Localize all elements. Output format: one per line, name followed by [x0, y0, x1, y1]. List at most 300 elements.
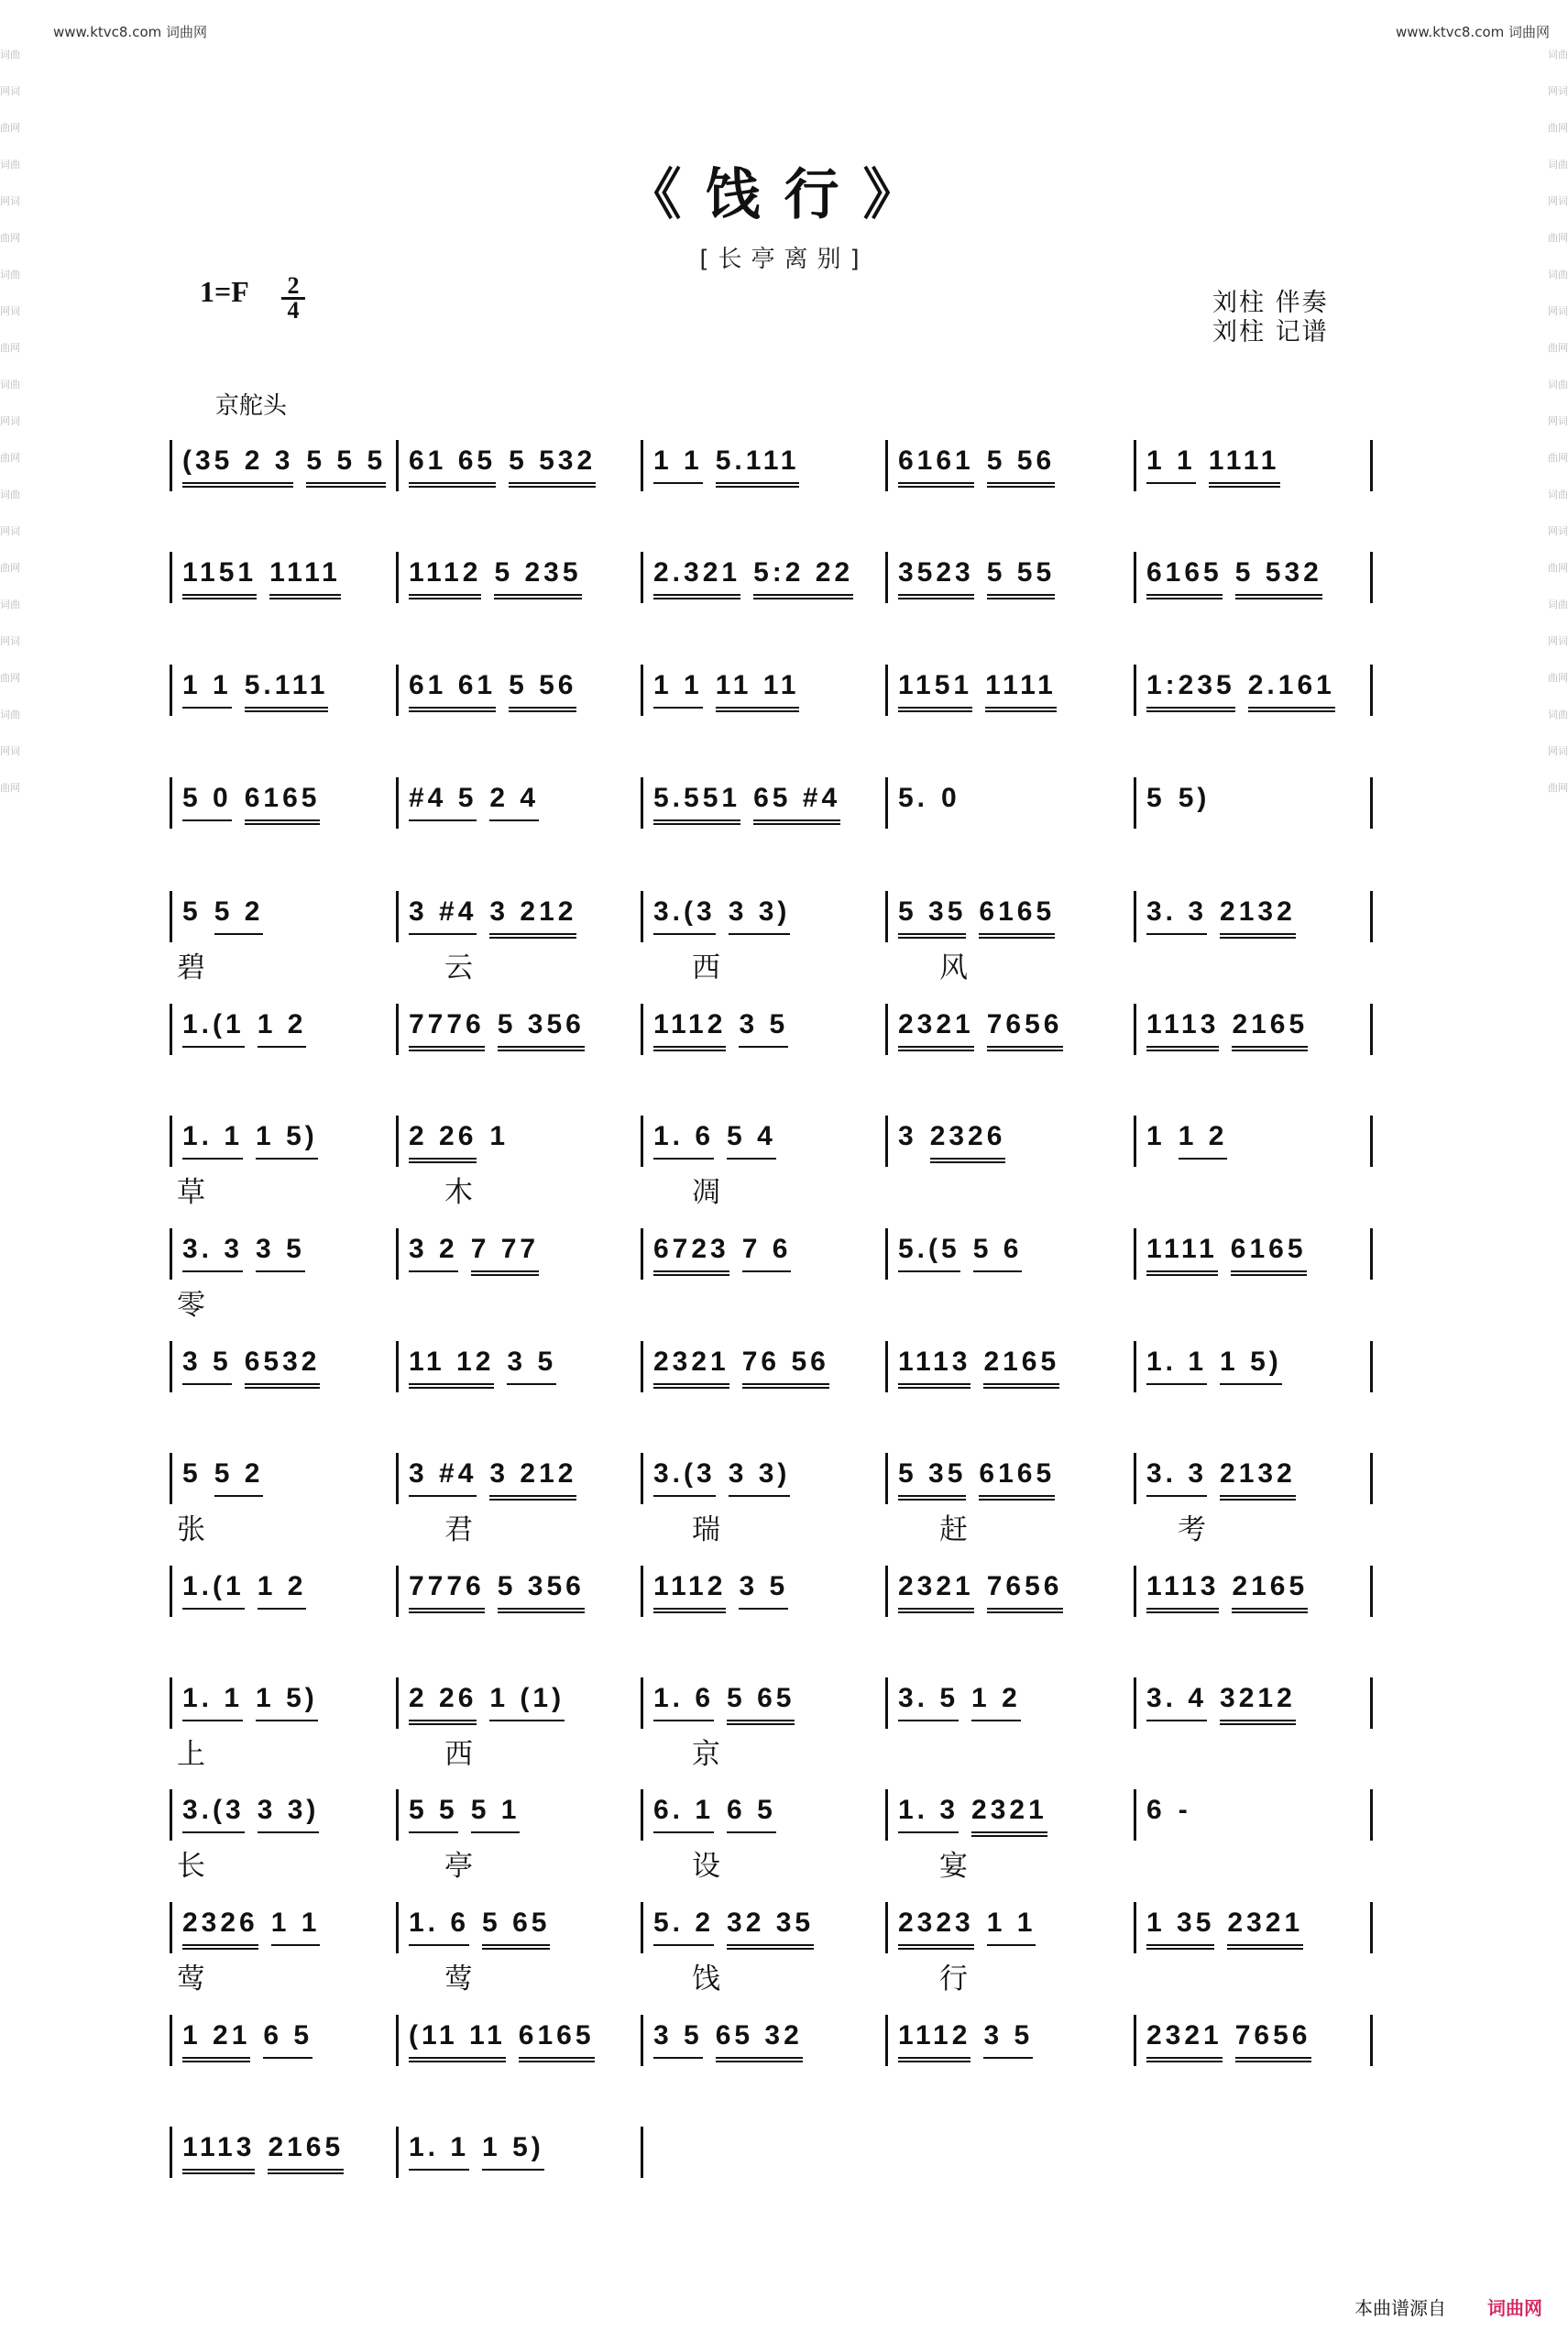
measure	[653, 1347, 880, 1389]
note-group: 7776	[409, 1571, 485, 1613]
note-group: 2321	[1146, 2020, 1223, 2062]
barline	[1370, 1341, 1373, 1392]
measure	[653, 1121, 880, 1163]
barline	[170, 1453, 172, 1504]
note-group: 5:2 22	[753, 557, 853, 599]
measure	[409, 1458, 635, 1501]
note-group: 1 (1)	[489, 1683, 565, 1721]
note-group: 2321	[971, 1795, 1047, 1837]
measure	[409, 1009, 635, 1051]
barline	[641, 552, 643, 603]
note-group: 1 21	[182, 2020, 250, 2062]
barline	[170, 1341, 172, 1392]
note-group: 1:235	[1146, 670, 1235, 712]
note-group: 3 3)	[729, 896, 791, 935]
barline	[641, 1789, 643, 1841]
note-group: 1.(1	[182, 1009, 245, 1048]
side-watermark-right: 词曲网词曲网词曲网词曲网词曲网词曲网词曲网词曲网词曲网词曲网词曲网词曲网词曲网词曲网	[1548, 49, 1568, 794]
barline	[1370, 1677, 1373, 1729]
measure	[1146, 1234, 1365, 1276]
barline	[885, 1902, 888, 1953]
measure	[1146, 445, 1365, 488]
note-group: 5. 2	[653, 1908, 714, 1946]
measure	[898, 896, 1128, 939]
notation-system	[170, 552, 1388, 607]
note-group: 1 35	[1146, 1908, 1214, 1950]
lyric-syllable: 宴	[939, 1850, 970, 1883]
measure	[409, 1908, 635, 1950]
measure	[182, 1795, 390, 1837]
notation-system	[170, 777, 1388, 832]
section-label: 京舵头	[215, 392, 288, 420]
measure	[409, 1571, 635, 1613]
note-group: 1	[1146, 1121, 1166, 1151]
barline	[396, 1341, 399, 1392]
barline	[170, 552, 172, 603]
lyric-syllable: 考	[1178, 1513, 1208, 1546]
barline	[641, 1566, 643, 1617]
measure	[182, 1121, 390, 1163]
measure	[182, 1347, 390, 1389]
measure	[653, 1009, 880, 1051]
note-group: 2321	[1227, 1908, 1303, 1950]
note-group: 1. 6	[653, 1683, 714, 1721]
barline	[1370, 1453, 1373, 1504]
lyric-syllable: 上	[177, 1738, 207, 1771]
note-group: 7656	[1235, 2020, 1311, 2062]
note-group: 5 4	[727, 1121, 776, 1160]
note-group: 1.(1	[182, 1571, 245, 1610]
barline	[396, 1902, 399, 1953]
note-group: 5 35	[898, 1458, 966, 1501]
barline	[396, 777, 399, 829]
measure	[653, 557, 880, 599]
lyric-syllable: 瑞	[692, 1513, 722, 1546]
measure	[1146, 1571, 1365, 1613]
notation-system	[170, 1228, 1388, 1322]
time-signature	[281, 272, 305, 324]
measure	[1146, 1458, 1365, 1501]
note-group: 2 26	[409, 1121, 477, 1163]
note-group: 2321	[898, 1009, 974, 1051]
note-group: 6 5	[263, 2020, 313, 2059]
barline	[1370, 777, 1373, 829]
note-group: 3 5	[983, 2020, 1033, 2059]
barline	[641, 1341, 643, 1392]
note-group: 5 532	[509, 445, 596, 488]
barline	[885, 1453, 888, 1504]
lyric-syllable: 凋	[692, 1176, 722, 1209]
note-group: 1 1	[653, 670, 703, 709]
header-site-right: www.ktvc8.com 词曲网	[1396, 24, 1551, 40]
barline	[1134, 2015, 1136, 2066]
note-group: 3.(3	[182, 1795, 245, 1833]
note-group: 5 6	[973, 1234, 1023, 1272]
note-group: 5 56	[509, 670, 576, 712]
note-group: 5	[182, 1458, 202, 1489]
barline	[885, 891, 888, 942]
note-group: 6723	[653, 1234, 729, 1276]
measure	[182, 1571, 390, 1613]
note-group: 1. 1	[182, 1683, 243, 1721]
barline	[170, 891, 172, 942]
measure	[653, 445, 880, 488]
barline	[641, 440, 643, 491]
barline	[885, 1341, 888, 1392]
measure	[653, 1795, 880, 1837]
lyric-syllable: 西	[444, 1738, 475, 1771]
note-group: 5)	[1178, 783, 1211, 813]
barline	[170, 1228, 172, 1280]
measure	[1146, 783, 1365, 825]
note-group: 5.(5	[898, 1234, 960, 1272]
barline	[170, 2127, 172, 2178]
note-group: 1. 1	[409, 2132, 469, 2171]
note-group: 1113	[1146, 1571, 1219, 1613]
barline	[1134, 440, 1136, 491]
barline	[396, 1789, 399, 1841]
note-group: 5 2	[214, 1458, 264, 1497]
barline	[641, 2127, 643, 2178]
measure	[182, 2020, 390, 2062]
note-group: 11 11	[716, 670, 800, 712]
measure	[898, 1795, 1128, 1837]
barline	[641, 1902, 643, 1953]
note-group: 7776	[409, 1009, 485, 1051]
measure	[898, 783, 1128, 825]
note-group: 1112	[898, 2020, 970, 2062]
notation-system	[170, 1789, 1388, 1883]
barline	[396, 1228, 399, 1280]
barline	[641, 891, 643, 942]
lyric-syllable: 草	[177, 1176, 207, 1209]
footer-source: 本曲谱源自	[1354, 2297, 1446, 2319]
barline	[170, 440, 172, 491]
footer-brand: 词曲网	[1487, 2297, 1542, 2319]
barline	[1370, 1004, 1373, 1055]
note-group: 11 12	[409, 1347, 494, 1389]
barline	[1134, 1566, 1136, 1617]
notation-system	[170, 1566, 1388, 1621]
score-subtitle: [长亭离别]	[699, 246, 869, 273]
note-group: 5 0	[182, 783, 232, 821]
barline	[641, 1677, 643, 1729]
notation-system	[170, 665, 1388, 720]
note-group: 3 3)	[258, 1795, 320, 1833]
measure	[1146, 2020, 1365, 2062]
note-group: 2165	[983, 1347, 1059, 1389]
barline	[885, 1228, 888, 1280]
note-group: 2321	[653, 1347, 729, 1389]
measure	[409, 1683, 635, 1725]
note-group: 3. 3	[182, 1234, 243, 1272]
note-group: 1 1	[987, 1908, 1036, 1946]
note-group: 7656	[987, 1009, 1063, 1051]
barline	[1134, 1453, 1136, 1504]
lyric-syllable: 君	[444, 1513, 475, 1546]
note-group: 5.551	[653, 783, 740, 825]
barline	[396, 1453, 399, 1504]
barline	[1134, 665, 1136, 716]
notation-system	[170, 1004, 1388, 1059]
note-group: 3 5	[256, 1234, 305, 1272]
note-group: 6 5	[727, 1795, 776, 1833]
barline	[1134, 1789, 1136, 1841]
measure	[653, 1683, 880, 1725]
notation-system	[170, 2127, 1388, 2182]
notation-system	[170, 1677, 1388, 1771]
note-group: 2326	[930, 1121, 1006, 1163]
note-group: 65 32	[716, 2020, 803, 2062]
barline	[396, 2127, 399, 2178]
barline	[1134, 552, 1136, 603]
note-group: 3	[898, 1121, 917, 1151]
lyric-syllable: 行	[939, 1963, 970, 1996]
measure	[409, 1347, 635, 1389]
note-group: 5	[182, 896, 202, 927]
header-site-left: www.ktvc8.com 词曲网	[53, 24, 208, 40]
note-group: 1151	[182, 557, 257, 599]
note-group: 6165	[1231, 1234, 1307, 1276]
note-group: 1 5)	[482, 2132, 544, 2171]
note-group: 3. 4	[1146, 1683, 1207, 1721]
measure	[409, 557, 635, 599]
note-group: 3 #4	[409, 896, 477, 935]
notation-system	[170, 1341, 1388, 1396]
note-group: 6	[1146, 1795, 1166, 1825]
barline	[1370, 1116, 1373, 1167]
note-group: 7 77	[471, 1234, 539, 1276]
lyric-syllable: 张	[177, 1513, 207, 1546]
measure	[653, 896, 880, 939]
barline	[1134, 1902, 1136, 1953]
note-group: 1	[489, 1121, 510, 1151]
measure	[409, 783, 635, 825]
note-group: 3. 3	[1146, 1458, 1207, 1497]
note-group: 2165	[1232, 1009, 1308, 1051]
measure	[898, 557, 1128, 599]
measure	[898, 1571, 1128, 1613]
note-group: 2132	[1220, 1458, 1296, 1501]
note-group: 1112	[653, 1571, 726, 1613]
measure	[653, 1908, 880, 1950]
lyric-syllable: 零	[177, 1289, 207, 1322]
barline	[396, 1116, 399, 1167]
note-group: 1111	[985, 670, 1057, 712]
measure	[1146, 896, 1365, 939]
note-group: 3 2	[409, 1234, 458, 1272]
note-group: 5 2	[214, 896, 264, 935]
note-group: 1 2	[971, 1683, 1021, 1721]
note-group: #4 5	[409, 783, 477, 821]
notation-system	[170, 1902, 1388, 1996]
note-group: 6532	[245, 1347, 321, 1389]
note-group: 1. 6	[409, 1908, 469, 1946]
measure	[182, 557, 390, 599]
note-group: 1113	[898, 1347, 970, 1389]
note-group: 7656	[987, 1571, 1063, 1613]
time-signature-top: 2	[281, 275, 305, 300]
measure	[182, 445, 390, 488]
lyric-syllable: 西	[692, 951, 722, 984]
note-group: 1151	[898, 670, 972, 712]
measure	[898, 2020, 1128, 2062]
barline	[641, 1004, 643, 1055]
barline	[1134, 1004, 1136, 1055]
barline	[396, 891, 399, 942]
measure	[898, 1683, 1128, 1725]
note-group: 5 235	[494, 557, 581, 599]
barline	[885, 1116, 888, 1167]
note-group: 65 #4	[753, 783, 840, 825]
measure	[182, 2132, 390, 2174]
barline	[1134, 891, 1136, 942]
barline	[885, 777, 888, 829]
note-group: 1113	[1146, 1009, 1219, 1051]
note-group: 3. 3	[1146, 896, 1207, 935]
note-group: 5 356	[498, 1009, 585, 1051]
lyric-syllable: 莺	[444, 1963, 475, 1996]
measure	[1146, 1009, 1365, 1051]
note-group: 2132	[1220, 896, 1296, 939]
measure	[182, 783, 390, 825]
credit-notation: 刘柱 记谱	[1212, 318, 1329, 346]
measure	[182, 1234, 390, 1276]
barline	[1370, 1789, 1373, 1841]
barline	[885, 1789, 888, 1841]
note-group: 6165	[519, 2020, 595, 2062]
note-group: 1 2	[1179, 1121, 1228, 1160]
credit-accompaniment: 刘柱 伴奏	[1212, 289, 1329, 317]
lyric-syllable: 莺	[177, 1963, 207, 1996]
barline	[1134, 777, 1136, 829]
time-signature-bottom: 4	[287, 297, 300, 324]
note-group: 1111	[1209, 445, 1280, 488]
measure	[653, 670, 880, 712]
note-group: 1111	[1146, 1234, 1218, 1276]
barline	[1370, 1902, 1373, 1953]
note-group: 5.111	[245, 670, 329, 712]
barline	[885, 2015, 888, 2066]
barline	[885, 440, 888, 491]
note-group: 1 2	[258, 1571, 307, 1610]
note-group: 3 3)	[729, 1458, 791, 1497]
note-group: 5.111	[716, 445, 800, 488]
measure	[409, 2020, 635, 2062]
measure	[409, 445, 635, 488]
note-group: 5 5 5	[306, 445, 386, 488]
measure	[898, 445, 1128, 488]
note-group: (11 11	[409, 2020, 506, 2062]
barline	[641, 1228, 643, 1280]
score-title: 《饯行》	[626, 163, 942, 227]
note-group: 5 55	[987, 557, 1055, 599]
measure	[409, 2132, 635, 2174]
note-group: 6165	[979, 1458, 1055, 1501]
note-group: 6165	[245, 783, 321, 825]
barline	[170, 1566, 172, 1617]
measure	[898, 670, 1128, 712]
lyric-syllable: 木	[444, 1176, 475, 1209]
note-group: 2165	[268, 2132, 344, 2174]
note-group: 3. 5	[898, 1683, 959, 1721]
lyric-syllable: 云	[444, 951, 475, 984]
note-group: 1 1	[271, 1908, 321, 1946]
measure	[653, 2020, 880, 2062]
note-group: 3 5	[739, 1009, 788, 1048]
note-group: 0	[941, 783, 960, 813]
barline	[1370, 2015, 1373, 2066]
measure	[182, 1458, 390, 1501]
note-group: 6161	[898, 445, 974, 488]
note-group: 1112	[409, 557, 481, 599]
note-group: 5 1	[471, 1795, 521, 1833]
barline	[885, 1677, 888, 1729]
note-group: 1111	[269, 557, 341, 599]
note-group: 76 56	[742, 1347, 829, 1389]
barline	[396, 1004, 399, 1055]
measure	[409, 1121, 635, 1163]
note-group: 1 5)	[256, 1121, 318, 1160]
note-group: 1 5)	[256, 1683, 318, 1721]
note-group: 5 65	[482, 1908, 550, 1950]
note-group: 5 65	[727, 1683, 795, 1725]
barline	[170, 1902, 172, 1953]
measure	[1146, 1683, 1365, 1725]
note-group: 61 65	[409, 445, 496, 488]
note-group: -	[1178, 1795, 1191, 1825]
notation-system	[170, 1116, 1388, 1209]
measure	[898, 1347, 1128, 1389]
barline	[885, 1566, 888, 1617]
barline	[641, 777, 643, 829]
barline	[396, 665, 399, 716]
note-group: 3 212	[489, 896, 576, 939]
measure	[898, 1234, 1128, 1276]
barline	[1134, 1677, 1136, 1729]
measure	[409, 1795, 635, 1837]
note-group: 1112	[653, 1009, 726, 1051]
measure	[182, 1009, 390, 1051]
note-group: 5 56	[987, 445, 1055, 488]
note-group: 1. 1	[1146, 1347, 1207, 1385]
barline	[170, 1004, 172, 1055]
lyric-syllable: 饯	[692, 1963, 722, 1996]
note-group: 32 35	[727, 1908, 814, 1950]
measure	[409, 670, 635, 712]
measure	[1146, 1795, 1365, 1837]
measure	[898, 1121, 1128, 1163]
measure	[653, 1571, 880, 1613]
measure	[182, 1683, 390, 1725]
note-group: 6165	[1146, 557, 1223, 599]
key-signature: 1=F	[200, 275, 249, 308]
notation-system	[170, 891, 1388, 984]
note-group: 3 5	[739, 1571, 788, 1610]
note-group: 1. 3	[898, 1795, 959, 1833]
barline	[170, 1789, 172, 1841]
note-group: 2321	[898, 1571, 974, 1613]
lyric-syllable: 设	[692, 1850, 722, 1883]
note-group: 5 35	[898, 896, 966, 939]
measure	[1146, 1347, 1365, 1389]
note-group: 1113	[182, 2132, 255, 2174]
measure	[653, 1458, 880, 1501]
barline	[885, 552, 888, 603]
note-group: 5.	[898, 783, 929, 813]
barline	[396, 1677, 399, 1729]
barline	[170, 1116, 172, 1167]
